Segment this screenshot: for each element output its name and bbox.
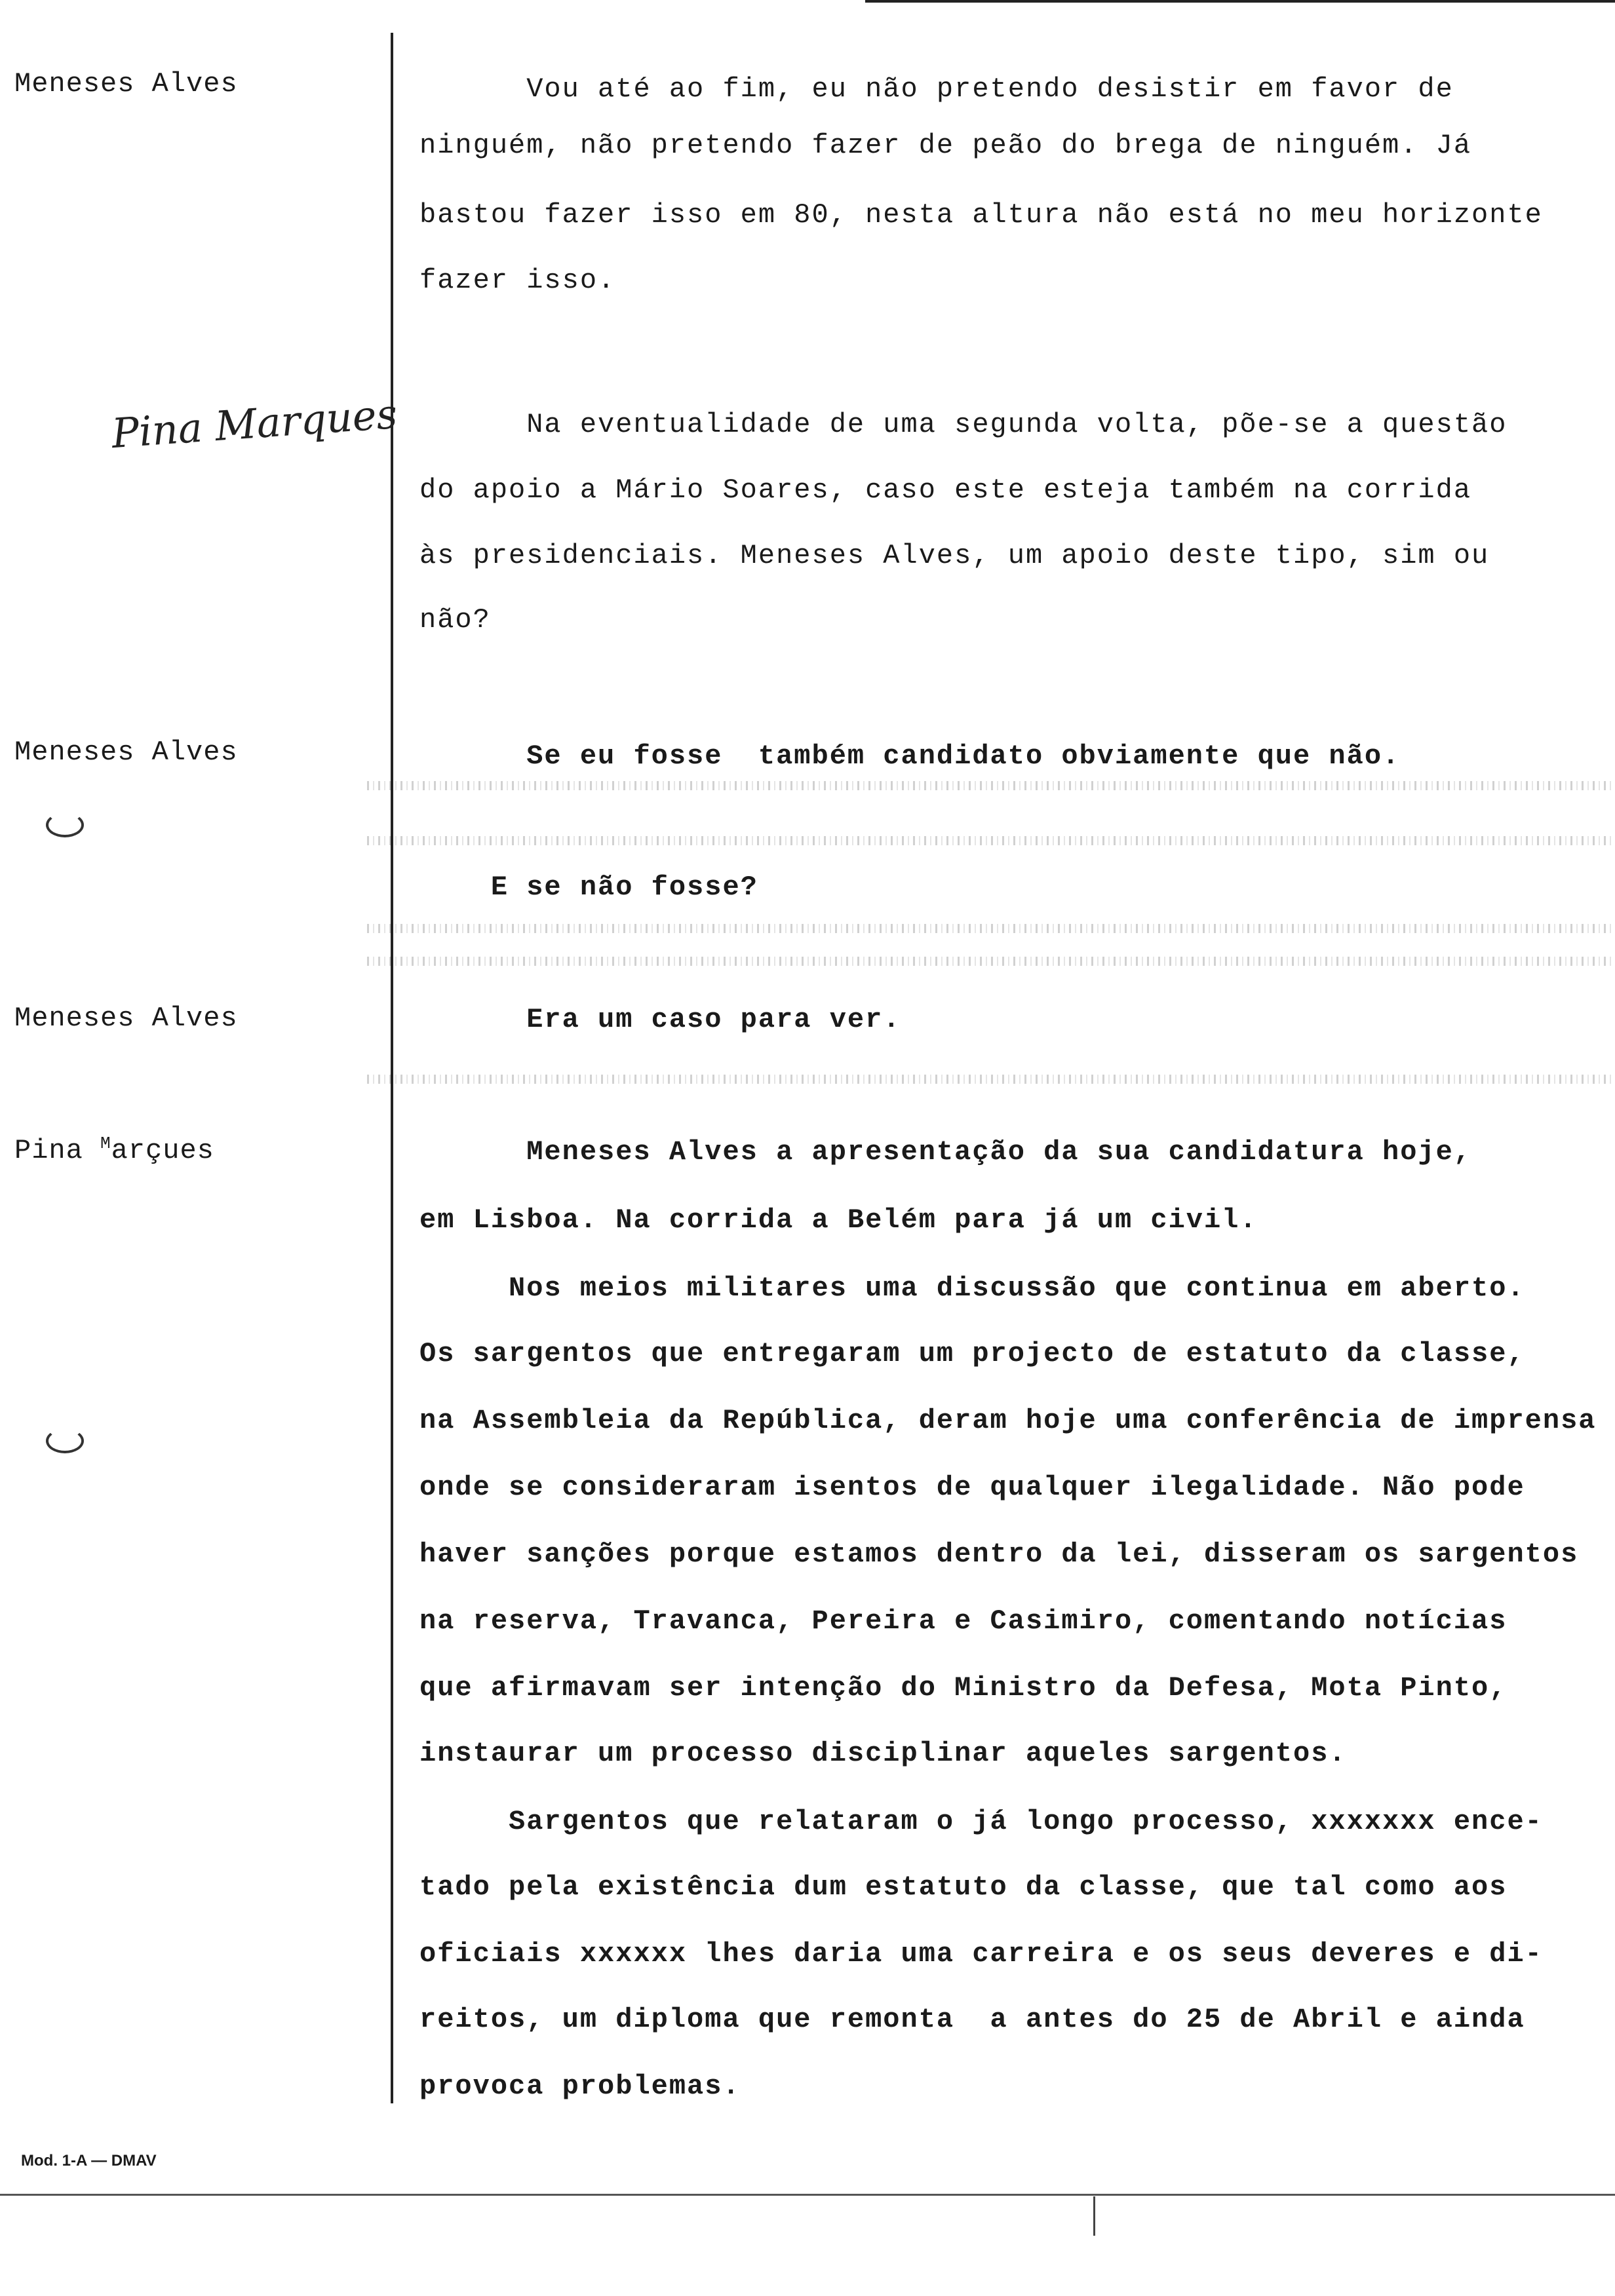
text-line: Era um caso para ver. — [419, 1004, 901, 1035]
bottom-rule — [0, 2194, 1615, 2196]
text-line: em Lisboa. Na corrida a Belém para já um civil. — [419, 1204, 1258, 1236]
text-line: Nos meios militares uma discussão que continua em aberto. — [419, 1272, 1525, 1304]
text-line: fazer isso. — [419, 265, 616, 296]
copy-noise — [367, 836, 1612, 845]
margin-rule — [391, 33, 393, 2103]
text-line: haver sanções porque estamos dentro da lei, disseram os sargentos — [419, 1539, 1579, 1570]
copy-noise — [367, 1075, 1612, 1084]
text-line: ninguém, não pretendo fazer de peão do brega de ninguém. Já — [419, 130, 1472, 161]
speaker-label-4: Meneses Alves — [14, 1003, 238, 1034]
copy-noise — [367, 781, 1612, 790]
text-line: reitos, um diploma que remonta a antes do 25 de Abril e ainda — [419, 2004, 1525, 2035]
copy-noise — [367, 924, 1612, 933]
text-line: E se não fosse? — [419, 871, 758, 903]
ink-mark — [46, 1428, 84, 1453]
text-line: oficiais xxxxxx lhes daria uma carreira e os seus deveres e di- — [419, 1938, 1543, 1970]
text-line: Vou até ao fim, eu não pretendo desistir em favor de — [419, 73, 1454, 105]
speaker-label-5-name: Pina — [14, 1135, 101, 1166]
text-line: Se eu fosse também candidato obviamente que não. — [419, 740, 1401, 772]
speaker-label-5 — [14, 1134, 214, 1166]
text-line: na Assembleia da República, deram hoje uma conferência de imprensa — [419, 1405, 1597, 1436]
handwritten-signature: Pina Marques — [109, 389, 399, 458]
ink-mark — [46, 813, 84, 837]
text-line: não? — [419, 604, 491, 636]
text-line: Os sargentos que entregaram um projecto de estatuto da classe, — [419, 1338, 1525, 1369]
speaker-label-5-rest: arçues — [111, 1135, 214, 1166]
text-line: Sargentos que relataram o já longo processo, xxxxxxx ence- — [419, 1806, 1543, 1837]
bottom-tick — [1093, 2196, 1095, 2236]
top-rule — [865, 0, 1615, 3]
text-line: bastou fazer isso em 80, nesta altura não está no meu horizonte — [419, 199, 1543, 231]
copy-noise — [367, 957, 1612, 966]
text-line: do apoio a Mário Soares, caso este esteja também na corrida — [419, 474, 1472, 506]
text-line: Na eventualidade de uma segunda volta, põe-se a questão — [419, 409, 1508, 440]
speaker-label-3: Meneses Alves — [14, 737, 238, 768]
text-line: tado pela existência dum estatuto da classe, que tal como aos — [419, 1871, 1508, 1903]
text-line: Meneses Alves a apresentação da sua candidatura hoje, — [419, 1136, 1472, 1168]
text-line: onde se consideraram isentos de qualquer ilegalidade. Não pode — [419, 1472, 1525, 1503]
speaker-label-1: Meneses Alves — [14, 68, 238, 100]
text-line: provoca problemas. — [419, 2071, 741, 2102]
speaker-label-5-initial: M — [100, 1134, 111, 1153]
form-code: Mod. 1-A — DMAV — [21, 2152, 157, 2170]
text-line: instaurar um processo disciplinar aqueles sargentos. — [419, 1738, 1347, 1769]
text-line: que afirmavam ser intenção do Ministro da Defesa, Mota Pinto, — [419, 1672, 1508, 1704]
text-line: às presidenciais. Meneses Alves, um apoio deste tipo, sim ou — [419, 540, 1490, 571]
text-line: na reserva, Travanca, Pereira e Casimiro, comentando notícias — [419, 1605, 1508, 1637]
